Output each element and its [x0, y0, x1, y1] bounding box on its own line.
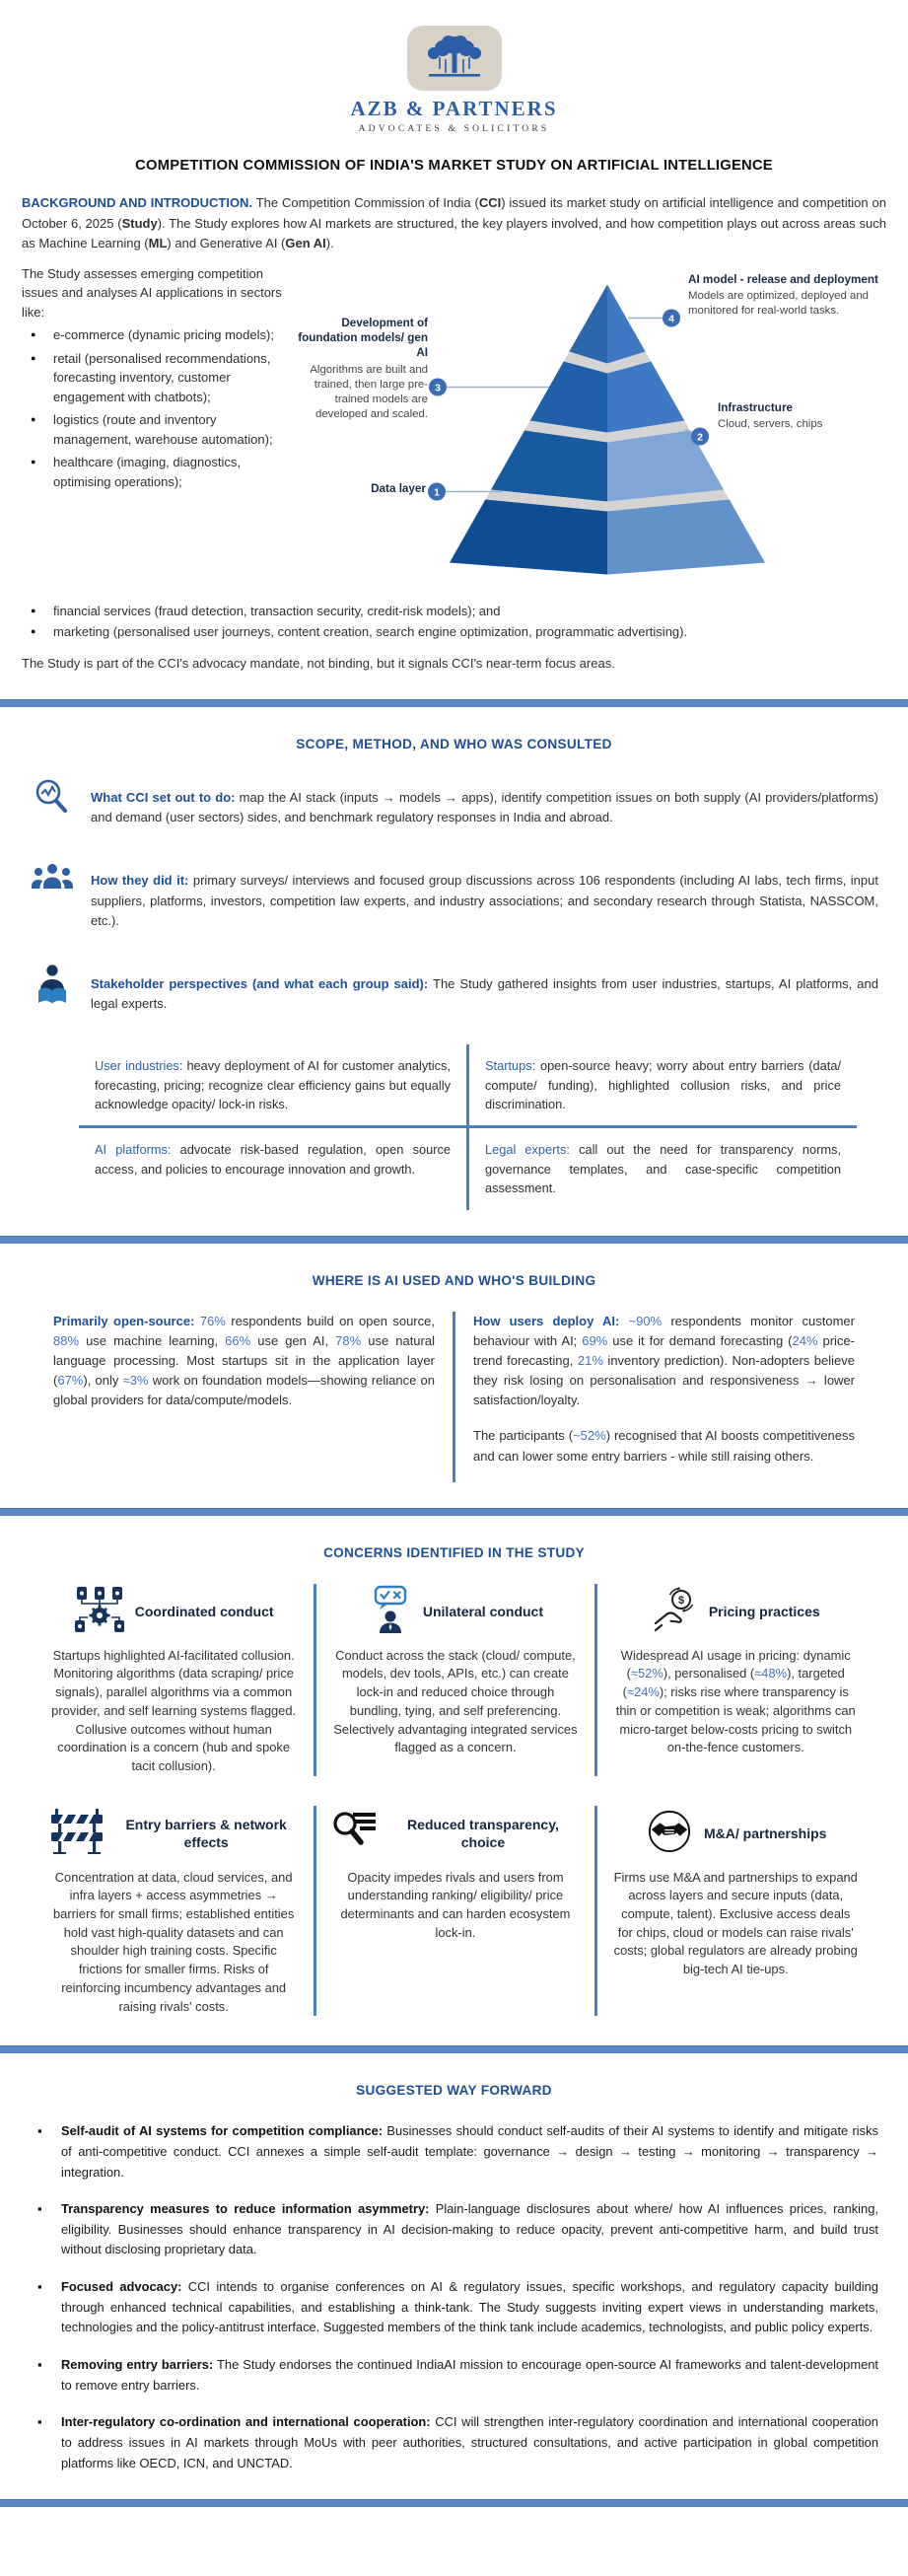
badge-1: 1	[434, 485, 440, 498]
bottom-bar	[0, 2499, 908, 2507]
card-body: Concentration at data, cloud services, and infra layers + access asymmetries → barriers for small firms; established entities hold vast high-quality datasets and can shoulder high training costs. Specific frictions for smaller firms. Risks of reinforcing incumbency advantages and raising rivals' costs.	[53, 1869, 295, 2014]
concerns-row-2	[22, 1806, 886, 2017]
usage-participants-note: The participants (~52%) recognised that AI boosts competitiveness and can lower some entry barriers - while still raising others.	[473, 1428, 855, 1464]
list-item: ● retail (personalised recommendations, forecasting inventory, customer engagement with chatbots);	[22, 349, 292, 407]
way-forward-heading: SUGGESTED WAY FORWARD	[356, 2083, 552, 2099]
way-forward-section	[0, 2083, 908, 2473]
way-forward-item: ▪ Removing entry barriers: The Study endorses the continued IndiaAI mission to encourage open-source AI frameworks and talent-development to remove entry barriers.	[30, 2355, 878, 2396]
azb-logo-emblem	[407, 26, 502, 91]
way-forward-item: ▪ Inter-regulatory co-ordination and international cooperation: CCI will strengthen inter-regulatory coordination and international cooperation to address issues in AI markets through MoUs with peer authorities, structured consultations, and active participation in global competition platforms like OECD, ICN, and UNCTAD.	[30, 2412, 878, 2473]
card-pricing-practices	[594, 1584, 874, 1776]
card-title: M&A/ partnerships	[704, 1825, 827, 1841]
card-body: Opacity impedes rivals and users from understanding ranking/ eligibility/ price determinants and can harden ecosystem lock-in.	[340, 1869, 571, 1940]
background-lead: BACKGROUND AND INTRODUCTION.	[22, 195, 253, 210]
road-barrier-icon	[49, 1809, 105, 1859]
magnifier-list-icon	[332, 1810, 378, 1858]
list-item: ● financial services (fraud detection, transaction security, credit-risk models); and	[22, 602, 886, 621]
bottom-whitespace	[0, 2507, 908, 2576]
banyan-tree-icon	[422, 35, 487, 82]
cell-ai-platforms: AI platforms: advocate risk-based regulation, open source access, and policies to encourage innovation and growth.	[79, 1128, 469, 1209]
sectors-and-pyramid	[22, 264, 886, 600]
card-title: Pricing practices	[708, 1603, 820, 1619]
cell-legal-experts: Legal experts: call out the need for transparency norms, governance templates, and case-specific competition assessment.	[485, 1142, 842, 1196]
card-entry-barriers	[34, 1806, 314, 2017]
card-title: Unilateral conduct	[422, 1603, 544, 1619]
page-title: COMPETITION COMMISSION OF INDIA'S MARKET STUDY ON ARTIFICIAL INTELLIGENCE	[135, 158, 773, 174]
card-reduced-transparency	[314, 1806, 594, 2017]
section-divider	[0, 2045, 908, 2053]
concerns-section	[0, 1545, 908, 2017]
advocacy-note: The Study is part of the CCI's advocacy mandate, not binding, but it signals CCI's near-term focus areas.	[22, 655, 615, 671]
cell-user-industries: User industries: heavy deployment of AI for customer analytics, forecasting, pricing; recognize clear efficiency gains but equally acknowledge opacity/ lock-in risks.	[79, 1044, 469, 1125]
scope-item-text: map the AI stack (inputs → models → apps), identify competition issues on both supply (AI providers/platforms) and demand (user sectors) sides, and benchmark regulatory responses in India and abroad.	[91, 790, 878, 825]
background-section	[0, 193, 908, 674]
scope-item-lead: What CCI set out to do:	[91, 790, 236, 806]
background-body: The Competition Commission of India (CCI) issued its market study on artificial intelligence and competition on October 6, 2025 (Study). The Study explores how AI markets are structured, the key players involved, and how competition plays out across areas such as Machine Learning (ML) and Generative AI (Gen AI).	[22, 195, 887, 251]
callout-data-layer: Data layer	[371, 481, 426, 495]
scope-item-text: The Study gathered insights from user industries, startups, AI platforms, and legal experts.	[91, 975, 878, 1011]
scope-item-text: primary surveys/ interviews and focused group discussions across 106 respondents (including AI labs, tech firms, input suppliers, platforms, investors, competition law experts, and industry associations; and secondary research through Statista, NASSCOM, etc.).	[91, 873, 878, 928]
list-item: ● healthcare (imaging, diagnostics, optimising operations);	[22, 453, 292, 491]
badge-4: 4	[668, 312, 674, 324]
ai-stack-pyramid-diagram	[292, 264, 883, 600]
scope-section	[0, 737, 908, 1210]
logo-name: AZB & PARTNERS	[350, 97, 558, 120]
sector-list-intro: The Study assesses emerging competition issues and analyses AI applications in sectors like:	[22, 265, 282, 320]
scope-heading: SCOPE, METHOD, AND WHO WAS CONSULTED	[296, 737, 612, 752]
coordinated-conduct-icon	[74, 1586, 125, 1638]
callout-infrastructure: Infrastructure Cloud, servers, chips	[718, 400, 823, 431]
table-row	[79, 1044, 857, 1128]
person-reading-icon	[30, 962, 75, 1027]
badge-2: 2	[697, 430, 703, 443]
card-body: Firms use M&A and partnerships to expand across layers and secure inputs (data, compute, talent). Exclusive access deals for chips, cloud or models can raise rivals' costs; global regulators are already probing big-tech AI tie-ups.	[613, 1869, 858, 1977]
stakeholder-table	[79, 1044, 857, 1210]
card-mna-partnerships	[594, 1806, 874, 2017]
usage-open-source-column	[49, 1312, 455, 1482]
cell-startups: Startups: open-source heavy; worry about entry barriers (data/ compute/ funding), highlighted collusion risks, and price discrimination.	[485, 1058, 841, 1111]
section-divider	[0, 1236, 908, 1244]
pricing-hand-coin-icon	[652, 1586, 699, 1638]
sector-list	[22, 264, 292, 600]
section-divider	[0, 699, 908, 707]
usage-section	[0, 1273, 908, 1482]
card-body: Conduct across the stack (cloud/ compute, models, dev tools, APIs, etc.) can create lock-in and reduced choice through bundling, tying, and self preferencing. Selectively advantaging integrated services flagged as a concern.	[333, 1647, 578, 1755]
card-unilateral-conduct	[314, 1584, 594, 1776]
people-group-icon	[30, 858, 75, 943]
scope-item-how	[30, 858, 878, 943]
card-title: Coordinated conduct	[134, 1603, 274, 1619]
usage-columns	[22, 1312, 886, 1482]
callout-ai-model-release: AI model - release and deployment Models are optimized, deployed and monitored for real-world tasks.	[688, 272, 878, 318]
usage-left-lead: Primarily open-source:	[53, 1313, 195, 1328]
svg-text:$: $	[677, 1595, 684, 1608]
usage-deploy-column	[455, 1312, 859, 1482]
logo-tagline: ADVOCATES & SOLICITORS	[358, 124, 550, 134]
scope-item-what	[30, 775, 878, 840]
card-body: Widespread AI usage in pricing: dynamic (≈52%), personalised (≈48%), targeted (≈24%); risks rise where transparency is thin or competition is weak; algorithms can micro-target below-costs pricing to switch on-the-fence customers.	[615, 1647, 856, 1755]
card-body: Startups highlighted AI-facilitated collusion. Monitoring algorithms (data scraping/ price signals), parallel algorithms via a common provider, and self learning systems flagged. Collusive outcomes without human coordination is a concern (hub and spoke tacit collusion).	[51, 1647, 297, 1773]
list-item: ● e-commerce (dynamic pricing models);	[22, 325, 292, 345]
list-item: ● logistics (route and inventory management, warehouse automation);	[22, 410, 292, 449]
section-divider	[0, 1508, 908, 1516]
scope-item-lead: Stakeholder perspectives (and what each group said):	[91, 975, 429, 991]
way-forward-item: ▪ Focused advocacy: CCI intends to organise conferences on AI & regulatory issues, specific workshops, and regulatory capacity building through enhanced technical capabilities, and establishing a think-tank. The Study suggests inviting expert views in understanding markets, technologies and the policy-antitrust interface. Suggested members of the think tank include academics, technologists, and public policy experts.	[30, 2277, 878, 2338]
usage-right-text: ~90% respondents monitor customer behaviour with AI; 69% use it for demand forecasting (24% price-trend forecasting, 21% inventory prediction). Non-adopters believe they risk losing on personalisation and responsiveness → lower satisfaction/loyalty.	[473, 1313, 856, 1408]
header	[0, 0, 908, 174]
scope-item-lead: How they did it:	[91, 873, 189, 889]
card-coordinated-conduct	[34, 1584, 314, 1776]
badge-3: 3	[435, 381, 441, 394]
table-row	[79, 1128, 857, 1209]
magnifier-analytics-icon	[30, 775, 75, 840]
usage-left-text: 76% respondents build on open source, 88% use machine learning, 66% use gen AI, 78% use natural language processing. Most startups sit in the application layer (67%), only ≈3% work on foundation models—showing reliance on global providers for data/compute/models.	[53, 1313, 436, 1408]
usage-heading: WHERE IS AI USED AND WHO'S BUILDING	[312, 1272, 596, 1288]
background-paragraph	[22, 193, 886, 254]
concerns-heading: CONCERNS IDENTIFIED IN THE STUDY	[323, 1544, 585, 1560]
callout-foundation-models: Development of foundation models/ gen AI Algorithms are built and trained, then large pre-trained models are developed and scaled.	[298, 316, 428, 421]
unilateral-conduct-icon	[368, 1585, 413, 1639]
card-title: Entry barriers & network effects	[125, 1817, 287, 1850]
usage-right-lead: How users deploy AI:	[473, 1313, 620, 1328]
handshake-icon	[645, 1809, 694, 1859]
list-item: ● marketing (personalised user journeys, content creation, search engine optimization, programmatic advertising).	[22, 622, 886, 642]
concerns-row-1	[22, 1584, 886, 1776]
way-forward-item: ▪ Transparency measures to reduce information asymmetry: Plain-language disclosures about where/ how AI influences prices, ranking, eligibility. Businesses should enhance transparency in AI decision-making to reduce opacity, prevent anti-competitive harm, and build trust without disclosing proprietary data.	[30, 2199, 878, 2260]
scope-item-stakeholders	[30, 962, 878, 1027]
card-title: Reduced transparency, choice	[407, 1817, 559, 1850]
way-forward-item: ▪ Self-audit of AI systems for competition compliance: Businesses should conduct self-audits of their AI systems to identify and mitigate risks of anti-competitive conduct. CCI annexes a simple self-audit template: governance → design → testing → monitoring → transparency → integration.	[30, 2121, 878, 2182]
